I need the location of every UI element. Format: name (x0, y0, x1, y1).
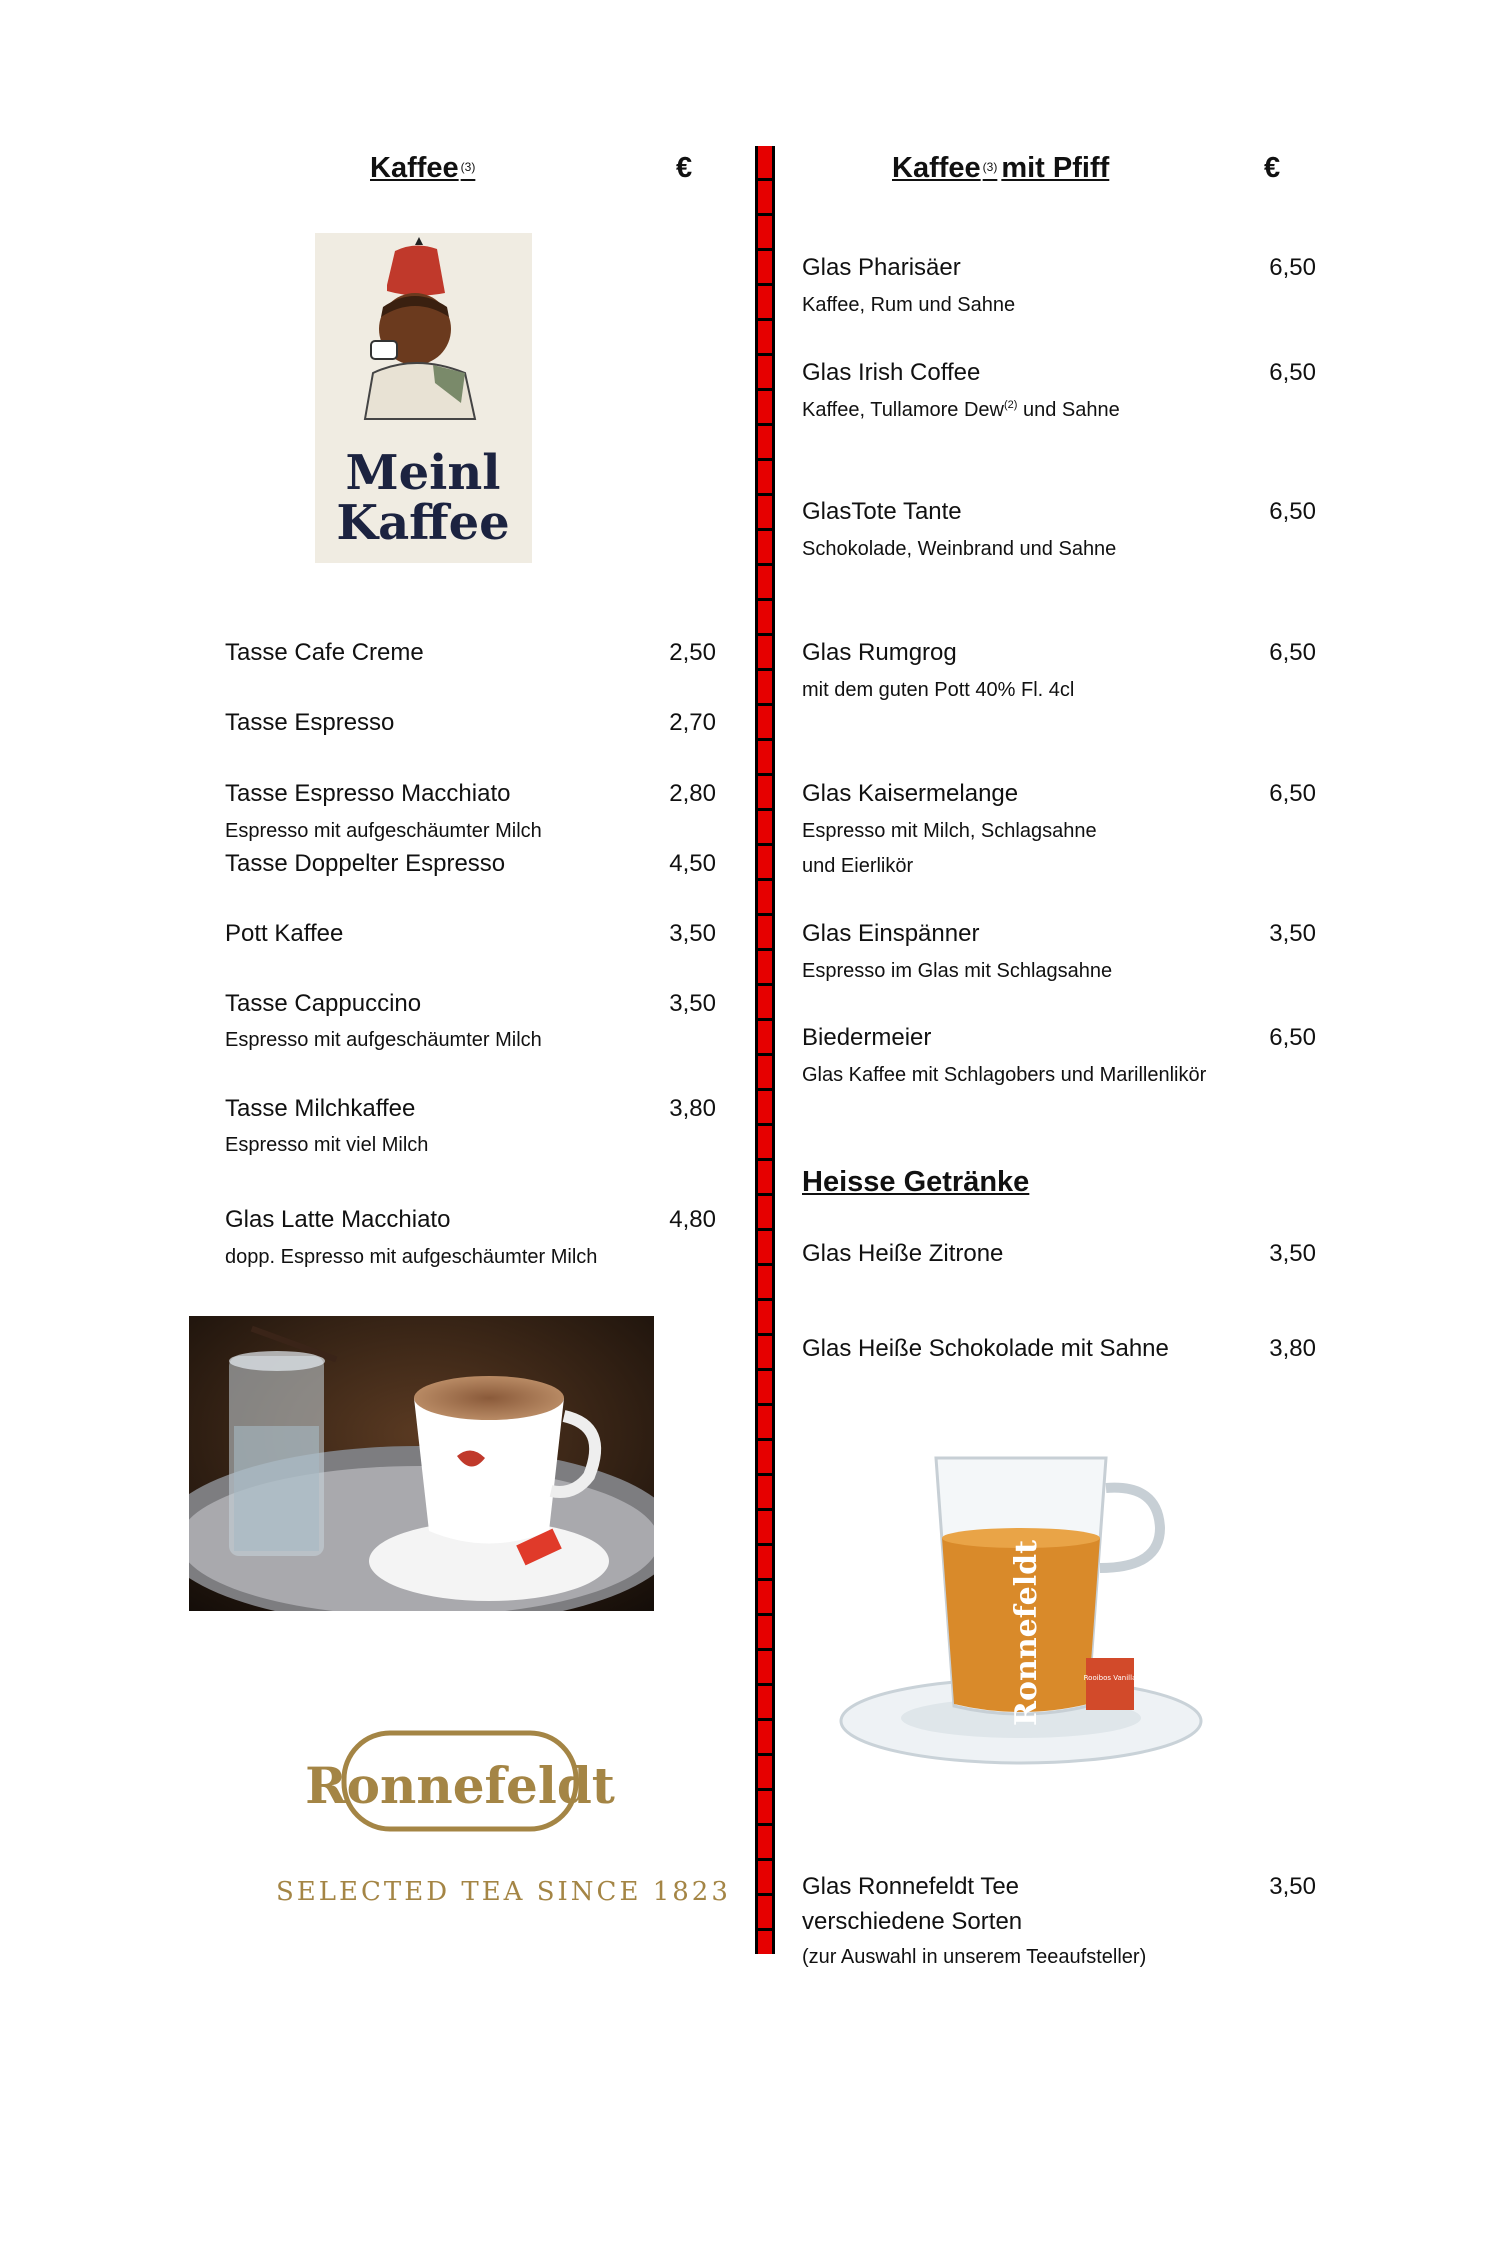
menu-item-description (802, 399, 1120, 422)
menu-item-description: (zur Auswahl in unserem Teeaufsteller) (802, 1946, 1147, 1968)
menu-item-price: 6,50 (1269, 780, 1316, 807)
menu-item-price: 6,50 (1269, 639, 1316, 666)
menu-item-name: Glas Latte Macchiato (225, 1206, 451, 1233)
menu-item-description: Espresso im Glas mit Schlagsahne (802, 960, 1113, 982)
menu-item-description: Espresso mit viel Milch (225, 1134, 429, 1156)
menu-item-description: dopp. Espresso mit aufgeschäumter Milch (225, 1246, 598, 1268)
meinl-logo-line1: Meinl (345, 445, 501, 501)
menu-item-name: Tasse Cappuccino (225, 990, 422, 1017)
menu-item-price: 4,80 (669, 1206, 716, 1233)
menu-item-name: Tasse Espresso Macchiato (225, 780, 511, 807)
irish-coffee-desc-a: Kaffee, Tullamore Dew (802, 399, 1004, 421)
menu-item-description: Schokolade, Weinbrand und Sahne (802, 538, 1117, 560)
menu-item-description: Espresso mit Milch, Schlagsahne (802, 820, 1097, 842)
menu-item-name: Glas Irish Coffee (802, 359, 981, 386)
menu-item-name: Glas Heiße Schokolade mit Sahne (802, 1335, 1169, 1362)
meinl-kaffee-poster (315, 233, 532, 563)
menu-item-name: Glas Kaisermelange (802, 780, 1019, 807)
menu-item-price: 2,50 (669, 639, 716, 666)
ronnefeldt-tagline: SELECTED TEA SINCE 1823 (276, 1877, 731, 1907)
menu-item-price: 6,50 (1269, 498, 1316, 525)
menu-item-description: Glas Kaffee mit Schlagobers und Marillenlikör (802, 1064, 1207, 1086)
menu-item-price: 3,50 (1269, 1240, 1316, 1267)
menu-item-price: 6,50 (1269, 359, 1316, 386)
special-coffee-header-title-b: mit Pfiff (1001, 152, 1110, 184)
right-currency-label: € (1264, 152, 1281, 184)
menu-item-price: 3,50 (1269, 920, 1316, 947)
menu-item-description: mit dem guten Pott 40% Fl. 4cl (802, 679, 1075, 701)
tea-glass-brand: Ronnefeldt (1009, 1540, 1044, 1726)
menu-item-description: Espresso mit aufgeschäumter Milch (225, 820, 542, 842)
menu-item-name: Glas Pharisäer (802, 254, 961, 281)
tea-bag-tag: Rooibos Vanilla (1083, 1674, 1137, 1682)
menu-item-name: Glas Einspänner (802, 920, 980, 947)
special-coffee-header-note: (3) (982, 160, 998, 174)
ronnefeldt-logo (270, 1725, 731, 1925)
menu-item-price: 6,50 (1269, 1024, 1316, 1051)
irish-coffee-desc-b: und Sahne (1017, 399, 1120, 421)
ronnefeldt-logo-brand: Ronnefeldt (305, 1756, 615, 1815)
irish-coffee-desc-note: (2) (1003, 399, 1018, 411)
menu-item-name: Pott Kaffee (225, 920, 344, 947)
coffee-header-title: Kaffee (370, 152, 459, 184)
menu-item-name: Tasse Doppelter Espresso (225, 850, 506, 877)
menu-item-description-line2: und Eierlikör (802, 855, 914, 877)
coffee-header-note: (3) (460, 160, 476, 174)
menu-item-price: 4,50 (669, 850, 716, 877)
menu-item-name: GlasTote Tante (802, 498, 962, 525)
column-divider (755, 146, 775, 1954)
menu-item-price: 2,80 (669, 780, 716, 807)
cappuccino-photo (189, 1316, 654, 1611)
menu-item-name: Tasse Espresso (225, 709, 395, 736)
menu-item-name: Glas Rumgrog (802, 639, 957, 666)
menu-item-price: 3,50 (669, 920, 716, 947)
menu-item-price: 2,70 (669, 709, 716, 736)
special-coffee-section-header (892, 152, 1109, 185)
menu-item-price: 3,80 (669, 1095, 716, 1122)
tea-glass-photo (808, 1418, 1218, 1788)
special-coffee-header-title-a: Kaffee (892, 152, 981, 184)
menu-item-name: Glas Ronnefeldt Tee (802, 1873, 1020, 1900)
hot-drinks-header: Heisse Getränke (802, 1166, 1030, 1198)
left-currency-label: € (676, 152, 693, 184)
menu-item-name: Tasse Cafe Creme (225, 639, 424, 666)
menu-item-name: Glas Heiße Zitrone (802, 1240, 1004, 1267)
coffee-section-header (370, 152, 479, 185)
menu-item-price: 3,50 (1269, 1873, 1316, 1900)
meinl-logo-line2: Kaffee (336, 495, 510, 551)
menu-item-name-line2: verschiedene Sorten (802, 1908, 1023, 1935)
menu-item-name: Biedermeier (802, 1024, 932, 1051)
menu-item-description: Kaffee, Rum und Sahne (802, 294, 1016, 316)
menu-item-name: Tasse Milchkaffee (225, 1095, 416, 1122)
menu-item-description: Espresso mit aufgeschäumter Milch (225, 1029, 542, 1051)
menu-item-price: 3,50 (669, 990, 716, 1017)
menu-item-price: 6,50 (1269, 254, 1316, 281)
menu-item-price: 3,80 (1269, 1335, 1316, 1362)
